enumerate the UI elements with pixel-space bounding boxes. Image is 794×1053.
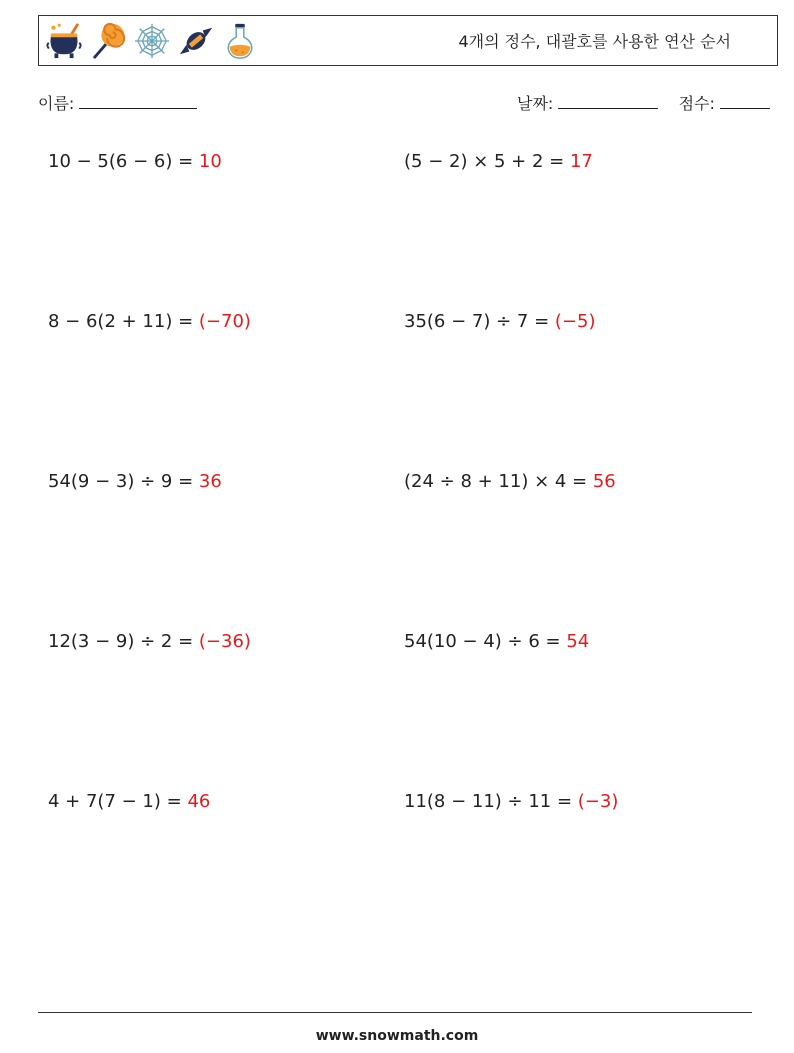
problem-answer: (−36) <box>198 631 251 652</box>
problem-answer: 54 <box>566 631 590 652</box>
problem-expression: 10 − 5(6 − 6) = <box>48 151 199 172</box>
date-score-fields <box>517 92 770 115</box>
problem-7 <box>48 630 251 654</box>
problem-expression: 8 − 6(2 + 11) = <box>48 311 199 332</box>
problem-answer: 36 <box>198 471 222 492</box>
problem-2 <box>404 150 593 174</box>
problem-answer: 10 <box>198 151 222 172</box>
header-icons <box>45 19 259 63</box>
problem-4 <box>404 310 595 334</box>
problem-expression: 54(10 − 4) ÷ 6 = <box>404 631 567 652</box>
footer-divider <box>38 1012 752 1013</box>
problem-10 <box>404 790 618 814</box>
problem-expression: (5 − 2) × 5 + 2 = <box>404 151 570 172</box>
problem-answer: 56 <box>592 471 616 492</box>
problem-answer: 17 <box>569 151 593 172</box>
problem-answer: 46 <box>187 791 211 812</box>
worksheet-title: 4개의 정수, 대괄호를 사용한 연산 순서 <box>458 32 731 51</box>
candy-icon <box>177 21 215 61</box>
problem-answer: (−5) <box>554 311 596 332</box>
problem-8 <box>404 630 589 654</box>
problem-expression: 4 + 7(7 − 1) = <box>48 791 188 812</box>
problem-5 <box>48 470 222 494</box>
problem-expression: 35(6 − 7) ÷ 7 = <box>404 311 555 332</box>
problem-6 <box>404 470 616 494</box>
problem-3 <box>48 310 251 334</box>
worksheet-header <box>38 15 778 66</box>
footer-website[interactable]: www.snowmath.com <box>315 1028 479 1044</box>
problem-1 <box>48 150 222 174</box>
spiderweb-icon <box>133 21 171 61</box>
problem-expression: 11(8 − 11) ÷ 11 = <box>404 791 578 812</box>
problem-expression: 12(3 − 9) ÷ 2 = <box>48 631 199 652</box>
problem-answer: (−3) <box>577 791 619 812</box>
name-field <box>38 92 197 115</box>
name-blank[interactable] <box>79 92 197 109</box>
potion-flask-icon <box>221 21 259 61</box>
score-blank[interactable] <box>720 92 770 109</box>
problem-expression: 54(9 − 3) ÷ 9 = <box>48 471 199 492</box>
cauldron-icon <box>45 21 83 61</box>
score-label: 점수: <box>678 94 715 113</box>
lollipop-icon <box>89 21 127 61</box>
date-label: 날짜: <box>517 94 554 113</box>
problem-answer: (−70) <box>198 311 251 332</box>
problem-expression: (24 ÷ 8 + 11) × 4 = <box>404 471 593 492</box>
problem-9 <box>48 790 210 814</box>
name-label: 이름: <box>38 94 75 113</box>
date-blank[interactable] <box>558 92 658 109</box>
